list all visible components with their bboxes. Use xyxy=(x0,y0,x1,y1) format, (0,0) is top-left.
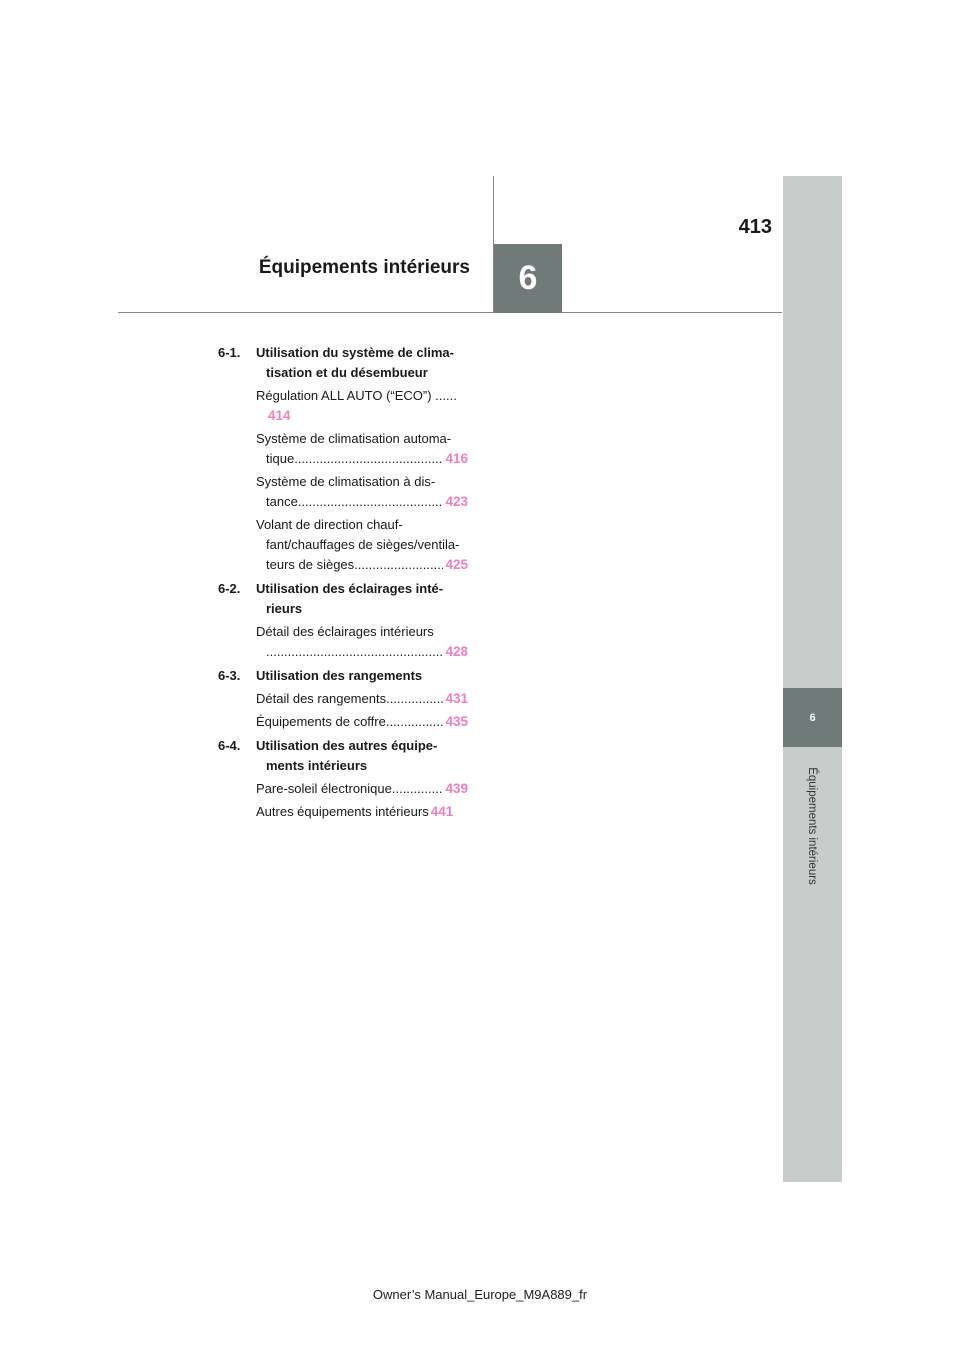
section-heading xyxy=(218,736,468,776)
entry-text: Régulation ALL AUTO (“ECO”) ...... xyxy=(256,388,457,403)
entry-text: teurs de sièges xyxy=(266,557,355,572)
leader-dots xyxy=(354,555,443,575)
page-link[interactable]: 414 xyxy=(268,408,291,423)
chapter-number: 6 xyxy=(518,259,538,297)
entry-text: Système de climatisation automa- xyxy=(256,431,452,446)
leader-dots xyxy=(294,449,443,469)
section-title-line: Utilisation des autres équipe- xyxy=(256,738,438,753)
toc-entry[interactable] xyxy=(218,779,468,799)
toc-entry[interactable] xyxy=(218,622,468,662)
section-title-line: Utilisation des rangements xyxy=(256,668,423,683)
toc-entry[interactable] xyxy=(218,689,468,709)
table-of-contents xyxy=(218,343,468,826)
toc-entry[interactable] xyxy=(218,712,468,732)
side-chapter-tab[interactable] xyxy=(783,688,842,747)
toc-section-6-3 xyxy=(218,666,468,732)
section-heading xyxy=(218,579,468,619)
page-link[interactable]: 416 xyxy=(445,451,468,466)
leader-dots xyxy=(298,492,444,512)
leader-dots xyxy=(386,689,443,709)
page-link[interactable]: 441 xyxy=(430,804,454,819)
toc-section-6-4 xyxy=(218,736,468,822)
section-title-line: Utilisation des éclairages inté- xyxy=(256,581,444,596)
header-divider-horizontal xyxy=(118,312,782,313)
entry-text: Détail des rangements xyxy=(256,691,387,706)
section-title-line: Utilisation du système de clima- xyxy=(256,345,454,360)
section-heading xyxy=(218,343,468,383)
page-link[interactable]: 425 xyxy=(445,557,468,572)
section-number: 6-4. xyxy=(218,738,241,753)
page-number: 413 xyxy=(738,216,772,238)
entry-text: tique xyxy=(266,451,295,466)
entry-text: tance xyxy=(266,494,298,509)
section-number: 6-3. xyxy=(218,668,241,683)
entry-text: Équipements de coffre xyxy=(256,714,386,729)
section-number: 6-1. xyxy=(218,345,241,360)
side-chapter-label: Équipements intérieurs xyxy=(806,767,818,885)
section-title-line: ments intérieurs xyxy=(266,758,368,773)
toc-entry[interactable] xyxy=(218,472,468,512)
toc-entry[interactable] xyxy=(218,386,468,426)
chapter-title: Équipements intérieurs xyxy=(258,257,470,278)
entry-text: Système de climatisation à dis- xyxy=(256,474,436,489)
section-number: 6-2. xyxy=(218,581,241,596)
page-link[interactable]: 423 xyxy=(445,494,468,509)
side-chapter-number: 6 xyxy=(809,711,816,724)
leader-dots xyxy=(392,779,444,799)
side-thumb-strip xyxy=(783,176,842,1182)
chapter-number-box xyxy=(494,244,562,313)
leader-dots xyxy=(266,642,443,662)
toc-section-6-1 xyxy=(218,343,468,575)
page-link[interactable]: 435 xyxy=(445,714,468,729)
footer-manual-id: Owner’s Manual_Europe_M9A889_fr xyxy=(372,1287,588,1302)
toc-section-6-2 xyxy=(218,579,468,662)
page-link[interactable]: 431 xyxy=(445,691,468,706)
toc-entry[interactable] xyxy=(218,515,468,575)
page-link[interactable]: 428 xyxy=(445,644,468,659)
entry-text: Détail des éclairages intérieurs xyxy=(256,624,434,639)
entry-text: Volant de direction chauf- xyxy=(256,517,403,532)
page-link[interactable]: 439 xyxy=(445,781,468,796)
entry-text: fant/chauffages de sièges/ventila- xyxy=(266,537,460,552)
entry-text: Autres équipements intérieurs xyxy=(256,804,429,819)
leader-dots xyxy=(386,712,444,732)
toc-entry[interactable] xyxy=(218,429,468,469)
toc-entry[interactable] xyxy=(218,802,468,822)
section-title-line: rieurs xyxy=(266,601,303,616)
section-title-line: tisation et du désembueur xyxy=(266,365,428,380)
section-heading xyxy=(218,666,468,686)
entry-text: Pare-soleil électronique xyxy=(256,781,392,796)
